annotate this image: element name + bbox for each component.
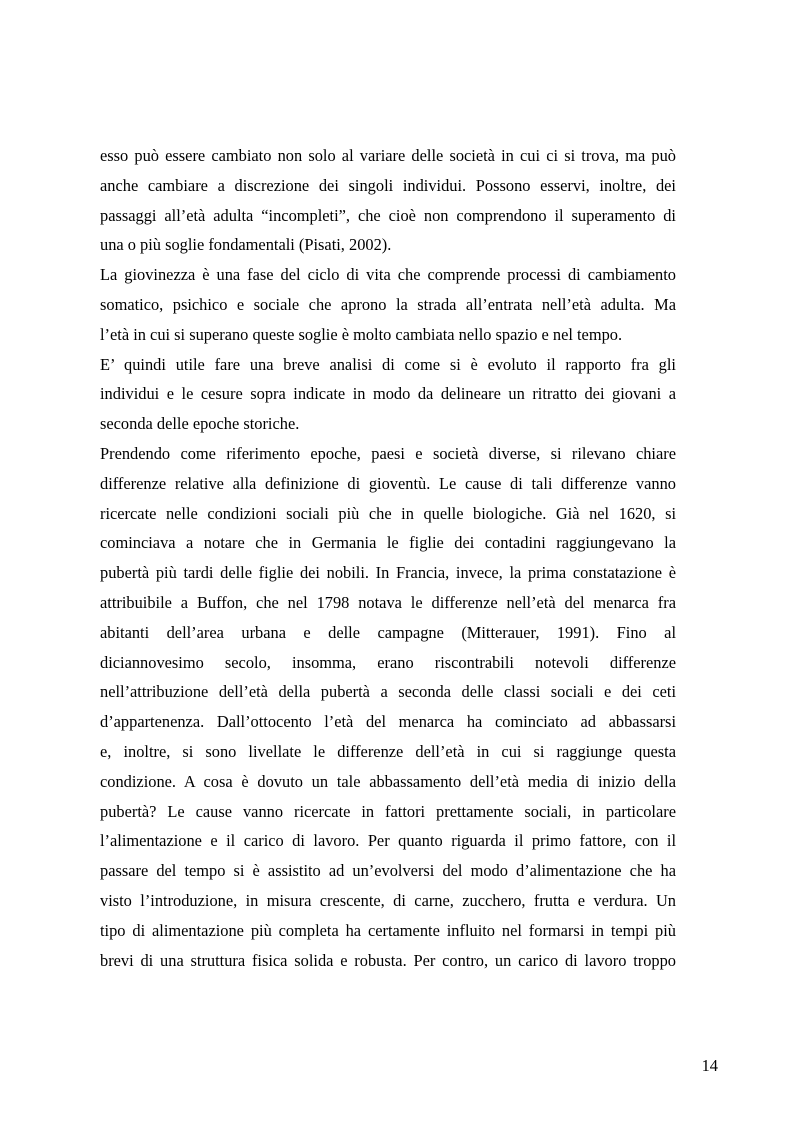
text-line: somatico, psichico e sociale che aprono la strada all’entrata nell’età adulta. Ma — [100, 294, 676, 314]
text-line: ricercate nelle condizioni sociali più che in quelle biologiche. Già nel 1620, si — [100, 503, 676, 523]
text-line: e, inoltre, si sono livellate le differenze dell’età in cui si raggiunge questa — [100, 741, 676, 761]
text-line: visto l’introduzione, in misura crescente, di carne, zucchero, frutta e verdura. Un — [100, 890, 676, 910]
text-line: differenze relative alla definizione di gioventù. Le cause di tali differenze vanno — [100, 473, 676, 493]
text-line: brevi di una struttura fisica solida e robusta. Per contro, un carico di lavoro troppo — [100, 950, 676, 970]
text-line: E’ quindi utile fare una breve analisi di come si è evoluto il rapporto fra gli — [100, 354, 676, 374]
text-line: l’alimentazione e il carico di lavoro. Per quanto riguarda il primo fattore, con il — [100, 831, 676, 851]
text-line: tipo di alimentazione più completa ha certamente influito nel formarsi in tempi più — [100, 920, 676, 940]
page-number: 14 — [701, 1056, 718, 1075]
text-line: l’età in cui si superano queste soglie è molto cambiata nello spazio e nel tempo. — [100, 324, 623, 344]
text-line: individui e le cesure sopra indicate in modo da delineare un ritratto dei giovani a — [100, 384, 676, 404]
text-line: nell’attribuzione dell’età della pubertà a seconda delle classi sociali e dei ceti — [100, 682, 676, 702]
text-line: una o più soglie fondamentali (Pisati, 2002). — [100, 235, 392, 255]
body-text — [100, 141, 676, 975]
text-line: Prendendo come riferimento epoche, paesi e società diverse, si rilevano chiare — [100, 443, 676, 463]
text-line: condizione. A cosa è dovuto un tale abbassamento dell’età media di inizio della — [100, 771, 676, 791]
paragraph — [100, 260, 676, 349]
text-line: attribuibile a Buffon, che nel 1798 notava le differenze nell’età del menarca fra — [100, 592, 676, 612]
text-line: d’appartenenza. Dall’ottocento l’età del menarca ha cominciato ad abbassarsi — [100, 712, 676, 732]
text-line: anche cambiare a discrezione dei singoli individui. Possono esservi, inoltre, dei — [100, 175, 676, 195]
text-line: cominciava a notare che in Germania le figlie dei contadini raggiungevano la — [100, 533, 676, 553]
text-line: diciannovesimo secolo, insomma, erano riscontrabili notevoli differenze — [100, 652, 676, 672]
text-line: passaggi all’età adulta “incompleti”, che cioè non comprendono il superamento di — [100, 205, 676, 225]
paragraph — [100, 350, 676, 439]
text-line: pubertà più tardi delle figlie dei nobili. In Francia, invece, la prima constatazione è — [100, 563, 676, 583]
text-line: pubertà? Le cause vanno ricercate in fattori prettamente sociali, in particolare — [100, 801, 676, 821]
paragraph — [100, 141, 676, 260]
text-line: esso può essere cambiato non solo al variare delle società in cui ci si trova, ma può — [100, 146, 676, 165]
paragraph — [100, 439, 676, 975]
text-line: abitanti dell’area urbana e delle campagne (Mitterauer, 1991). Fino al — [100, 622, 676, 642]
text-line: seconda delle epoche storiche. — [100, 414, 300, 434]
text-line: La giovinezza è una fase del ciclo di vita che comprende processi di cambiamento — [100, 265, 676, 285]
text-line: passare del tempo si è assistito ad un’evolversi del modo d’alimentazione che ha — [100, 861, 676, 881]
